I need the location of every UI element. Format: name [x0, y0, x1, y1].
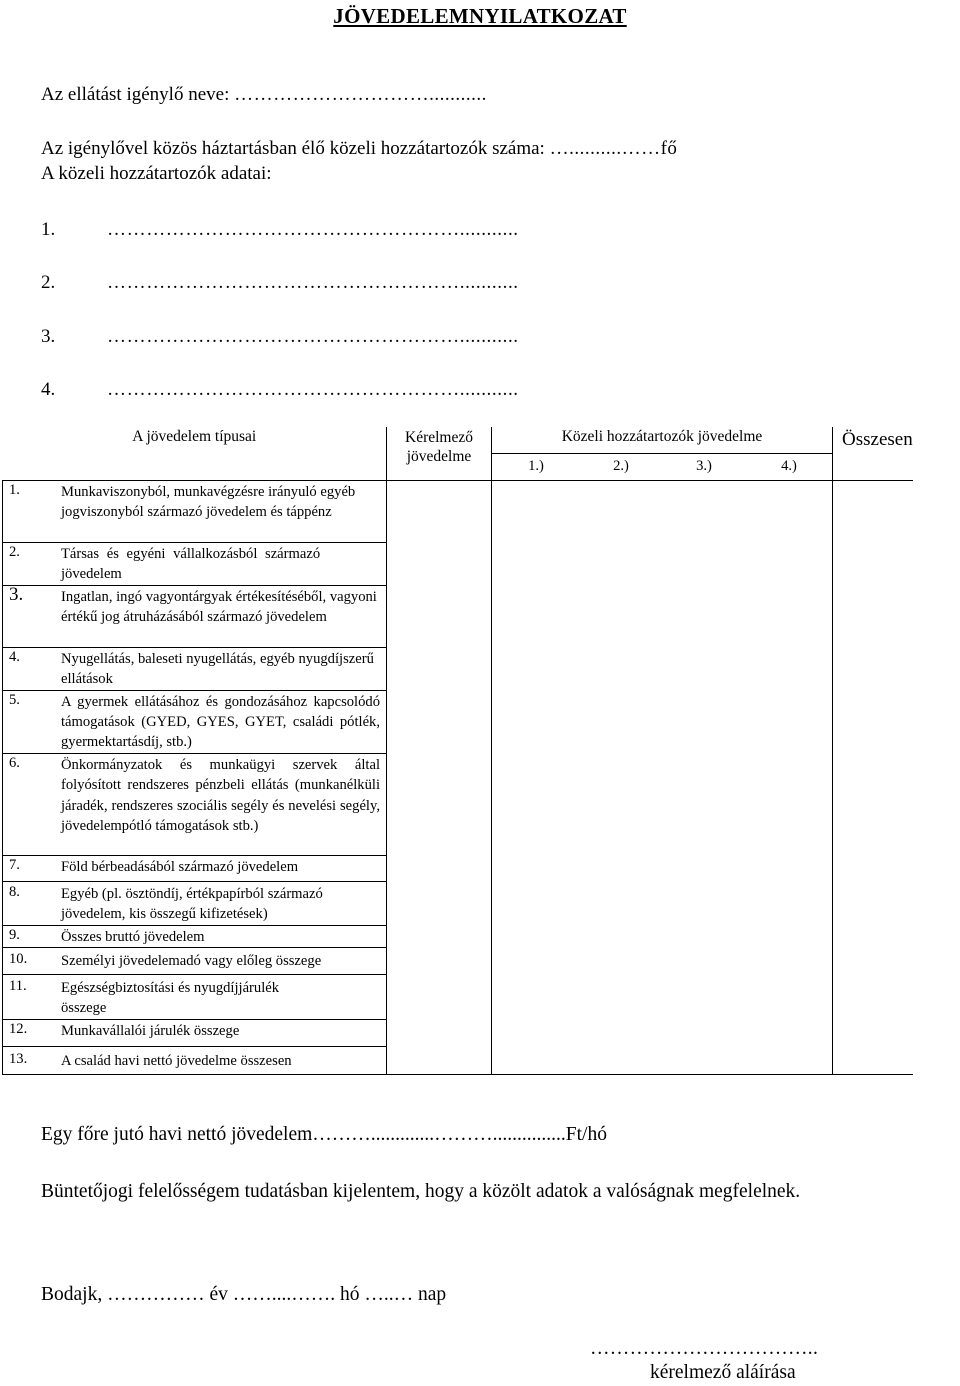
relative-1-field[interactable]: ………………………………………………...........: [107, 219, 519, 240]
year-field[interactable]: ……………: [107, 1284, 205, 1305]
applicant-name-line: [41, 84, 487, 106]
relative-3-number: 3.: [41, 326, 56, 347]
total-cell[interactable]: [833, 481, 913, 1075]
header-relatives-income: Közeli hozzátartozók jövedelme: [492, 427, 833, 453]
relative-1-number: 1.: [41, 219, 56, 240]
header-relative-col-4: 4.): [746, 453, 833, 480]
header-applicant-income: Kérelmező jövedelme: [387, 427, 492, 481]
row-label: 9. Összes bruttó jövedelem: [3, 925, 387, 947]
row-label: 7. Föld bérbeadásából származó jövedelem: [3, 855, 387, 881]
applicant-name-field[interactable]: …………………………...........: [234, 84, 487, 105]
header-income-types: A jövedelem típusai: [3, 427, 387, 481]
applicant-income-cell[interactable]: [387, 481, 492, 1075]
relative-2-field[interactable]: ………………………………………………...........: [107, 272, 519, 293]
row-label: 10. Személyi jövedelemadó vagy előleg összege: [3, 948, 387, 975]
table-row: [3, 481, 913, 543]
row-label: 1. Munkaviszonyból, munkavégzésre irányuló egyéb jogviszonyból származó jövedelem és táppénz: [3, 481, 387, 543]
row-label: 11. Egészségbiztosítási és nyugdíjjárulék összege: [3, 975, 387, 1020]
applicant-name-label: Az ellátást igénylő neve:: [41, 84, 230, 105]
month-field[interactable]: ……....……: [232, 1284, 331, 1305]
place-label: Bodajk,: [41, 1284, 103, 1305]
relatives-income-cell[interactable]: [492, 481, 833, 1075]
year-label: év: [209, 1284, 228, 1305]
relative-4-number: 4.: [41, 379, 56, 400]
row-label: 4. Nyugellátás, baleseti nyugellátás, egyéb nyugdíjszerű ellátások: [3, 647, 387, 690]
income-table: [2, 427, 913, 1075]
row-label: 12. Munkavállalói járulék összege: [3, 1019, 387, 1046]
header-relative-col-1: 1.): [492, 453, 581, 480]
signature-field[interactable]: ……………………………..: [590, 1338, 819, 1359]
declaration-text: Büntetőjogi felelősségem tudatásban kijelentem, hogy a közölt adatok a valóságnak megfelelnek.: [41, 1181, 801, 1202]
day-label: nap: [418, 1284, 447, 1305]
day-field[interactable]: …..…: [364, 1284, 414, 1305]
relative-3-field[interactable]: ………………………………………………...........: [107, 326, 519, 347]
row-label: 3. Ingatlan, ingó vagyontárgyak értékesítéséből, vagyoni értékű jog átruházásából származó jövedelem: [3, 585, 387, 647]
household-count-field[interactable]: …..........……fő: [549, 138, 678, 159]
header-relative-col-2: 2.): [580, 453, 662, 480]
signature-label: kérelmező aláírása: [650, 1362, 796, 1383]
per-capita-income-line[interactable]: Egy főre jutó havi nettó jövedelem……….............………...............Ft/hó: [41, 1124, 607, 1145]
row-label: 13. A család havi nettó jövedelme összesen: [3, 1046, 387, 1074]
household-count-line: [41, 138, 677, 160]
relative-4-field[interactable]: ………………………………………………...........: [107, 379, 519, 400]
relatives-data-label: A közeli hozzátartozók adatai:: [41, 163, 272, 184]
row-label: 2. Társas és egyéni vállalkozásból származó jövedelem: [3, 543, 387, 586]
row-label: 5. A gyermek ellátásához és gondozásához kapcsolódó támogatások (GYED, GYES, GYET, családi pótlék, gyermektartásdíj, stb.): [3, 690, 387, 753]
date-line: [41, 1284, 446, 1306]
relative-2-number: 2.: [41, 272, 56, 293]
month-label: . hó: [330, 1284, 360, 1305]
page-title: JÖVEDELEMNYILATKOZAT: [333, 4, 627, 28]
header-total: Összesen: [833, 427, 913, 481]
row-label: 6. Önkormányzatok és munkaügyi szervek által folyósított rendszeres pénzbeli ellátás (munkanélküli járadék, rendszeres szociális segély és nevelési segély, jövedelempótló támogatások stb.): [3, 753, 387, 855]
household-count-label: Az igénylővel közös háztartásban élő közeli hozzátartozók száma:: [41, 138, 545, 159]
row-label: 8. Egyéb (pl. ösztöndíj, értékpapírból származó jövedelem, kis összegű kifizetések): [3, 881, 387, 925]
header-relative-col-3: 3.): [662, 453, 746, 480]
